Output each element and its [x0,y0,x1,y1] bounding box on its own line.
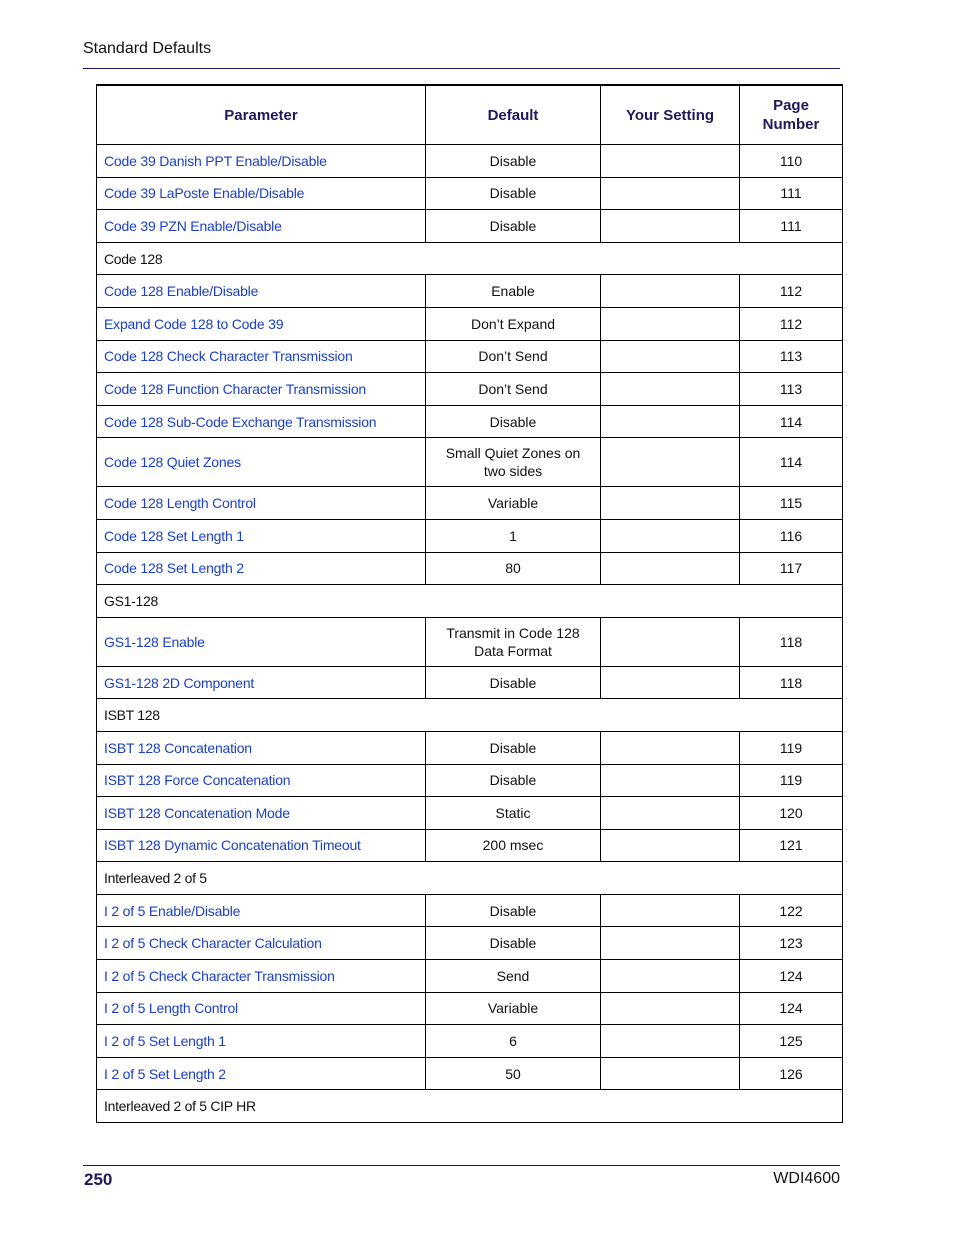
default-value: Send [426,960,601,993]
page-number-cell: 111 [740,177,843,210]
default-value: Enable [426,275,601,308]
parameter-link[interactable]: Code 128 Function Character Transmission [97,373,426,406]
default-value: Disable [426,210,601,243]
table-row [97,275,843,308]
parameter-link[interactable]: Code 128 Set Length 1 [97,519,426,552]
section-row [97,1090,843,1123]
table-row [97,1025,843,1058]
your-setting-cell [601,275,740,308]
column-header-your-setting: Your Setting [601,85,740,145]
parameter-link[interactable]: Code 128 Length Control [97,487,426,520]
table-body [97,145,843,1123]
your-setting-cell [601,764,740,797]
parameter-link[interactable]: ISBT 128 Force Concatenation [97,764,426,797]
your-setting-cell [601,177,740,210]
default-value: Variable [426,992,601,1025]
your-setting-cell [601,894,740,927]
page-number-cell: 110 [740,145,843,178]
header-divider [83,68,840,69]
parameter-link[interactable]: Code 128 Check Character Transmission [97,340,426,373]
default-value: 50 [426,1057,601,1090]
table-row [97,960,843,993]
table-row [97,177,843,210]
default-value: 200 msec [426,829,601,862]
parameter-link[interactable]: Code 128 Enable/Disable [97,275,426,308]
page-number-cell: 124 [740,960,843,993]
page-number-cell: 114 [740,405,843,438]
default-value: 1 [426,519,601,552]
default-value: Disable [426,177,601,210]
table-row [97,438,843,487]
default-value: Don’t Expand [426,307,601,340]
table-row [97,894,843,927]
section-label: GS1-128 [97,585,843,618]
your-setting-cell [601,210,740,243]
parameter-link[interactable]: Code 128 Set Length 2 [97,552,426,585]
page-number-cell: 123 [740,927,843,960]
your-setting-cell [601,487,740,520]
page-number-cell: 112 [740,275,843,308]
document-id: WDI4600 [773,1170,840,1187]
parameter-link[interactable]: Code 39 PZN Enable/Disable [97,210,426,243]
page-number-cell: 120 [740,797,843,830]
page-number-cell: 117 [740,552,843,585]
your-setting-cell [601,960,740,993]
page-number-cell: 116 [740,519,843,552]
your-setting-cell [601,927,740,960]
page-number-cell: 119 [740,731,843,764]
parameter-link[interactable]: Expand Code 128 to Code 39 [97,307,426,340]
section-row [97,699,843,732]
default-value: Don’t Send [426,373,601,406]
table-row [97,666,843,699]
table-row [97,1057,843,1090]
defaults-table [96,84,843,1123]
page-number-cell: 114 [740,438,843,487]
section-row [97,585,843,618]
parameter-link[interactable]: ISBT 128 Dynamic Concatenation Timeout [97,829,426,862]
default-value: Small Quiet Zones on two sides [426,438,601,487]
section-label: Interleaved 2 of 5 CIP HR [97,1090,843,1123]
table-row [97,307,843,340]
parameter-link[interactable]: ISBT 128 Concatenation Mode [97,797,426,830]
default-value: Don’t Send [426,340,601,373]
your-setting-cell [601,829,740,862]
table-row [97,487,843,520]
table-row [97,829,843,862]
default-value: Disable [426,145,601,178]
page-number-cell: 125 [740,1025,843,1058]
your-setting-cell [601,145,740,178]
page-number-cell: 124 [740,992,843,1025]
page-number-cell: 118 [740,666,843,699]
parameter-link[interactable]: Code 39 Danish PPT Enable/Disable [97,145,426,178]
default-value: 80 [426,552,601,585]
parameter-link[interactable]: I 2 of 5 Enable/Disable [97,894,426,927]
table-row [97,405,843,438]
column-header-default: Default [426,85,601,145]
page-header-title: Standard Defaults [83,40,212,57]
page-number-cell: 119 [740,764,843,797]
default-value: Disable [426,731,601,764]
footer-divider [83,1165,840,1166]
default-value: Variable [426,487,601,520]
default-value: Disable [426,927,601,960]
page-number-cell: 113 [740,340,843,373]
your-setting-cell [601,405,740,438]
your-setting-cell [601,340,740,373]
your-setting-cell [601,1025,740,1058]
table-row [97,145,843,178]
table-row [97,617,843,666]
section-row [97,862,843,895]
default-value: 6 [426,1025,601,1058]
your-setting-cell [601,373,740,406]
your-setting-cell [601,519,740,552]
parameter-link[interactable]: Code 39 LaPoste Enable/Disable [97,177,426,210]
parameter-link[interactable]: I 2 of 5 Check Character Calculation [97,927,426,960]
table-row [97,797,843,830]
parameter-link[interactable]: I 2 of 5 Set Length 1 [97,1025,426,1058]
page-number-cell: 118 [740,617,843,666]
parameter-link[interactable]: Code 128 Sub-Code Exchange Transmission [97,405,426,438]
table-row [97,992,843,1025]
page-number-cell: 112 [740,307,843,340]
table-row [97,373,843,406]
parameter-link[interactable]: Code 128 Quiet Zones [97,438,426,487]
section-label: Code 128 [97,242,843,275]
table-row [97,552,843,585]
page-number-cell: 122 [740,894,843,927]
page-number-cell: 121 [740,829,843,862]
page-number-cell: 113 [740,373,843,406]
section-label: ISBT 128 [97,699,843,732]
table-row [97,340,843,373]
your-setting-cell [601,552,740,585]
table-row [97,519,843,552]
page-number: 250 [84,1170,113,1189]
default-value: Disable [426,666,601,699]
default-value: Disable [426,894,601,927]
your-setting-cell [601,307,740,340]
page-number-cell: 111 [740,210,843,243]
your-setting-cell [601,1057,740,1090]
default-value: Transmit in Code 128 Data Format [426,617,601,666]
parameter-link[interactable]: ISBT 128 Concatenation [97,731,426,764]
parameter-link[interactable]: I 2 of 5 Set Length 2 [97,1057,426,1090]
column-header-page-number: Page Number [740,85,843,145]
parameter-link[interactable]: I 2 of 5 Check Character Transmission [97,960,426,993]
section-row [97,242,843,275]
table-row [97,210,843,243]
table-header-row [97,85,843,145]
page-number-cell: 126 [740,1057,843,1090]
section-label: Interleaved 2 of 5 [97,862,843,895]
default-value: Disable [426,764,601,797]
default-value: Static [426,797,601,830]
table-row [97,764,843,797]
page-number-cell: 115 [740,487,843,520]
your-setting-cell [601,731,740,764]
column-header-parameter: Parameter [97,85,426,145]
your-setting-cell [601,617,740,666]
parameter-link[interactable]: I 2 of 5 Length Control [97,992,426,1025]
table-row [97,927,843,960]
your-setting-cell [601,992,740,1025]
parameter-link[interactable]: GS1-128 2D Component [97,666,426,699]
your-setting-cell [601,797,740,830]
table-row [97,731,843,764]
your-setting-cell [601,438,740,487]
your-setting-cell [601,666,740,699]
parameter-link[interactable]: GS1-128 Enable [97,617,426,666]
default-value: Disable [426,405,601,438]
